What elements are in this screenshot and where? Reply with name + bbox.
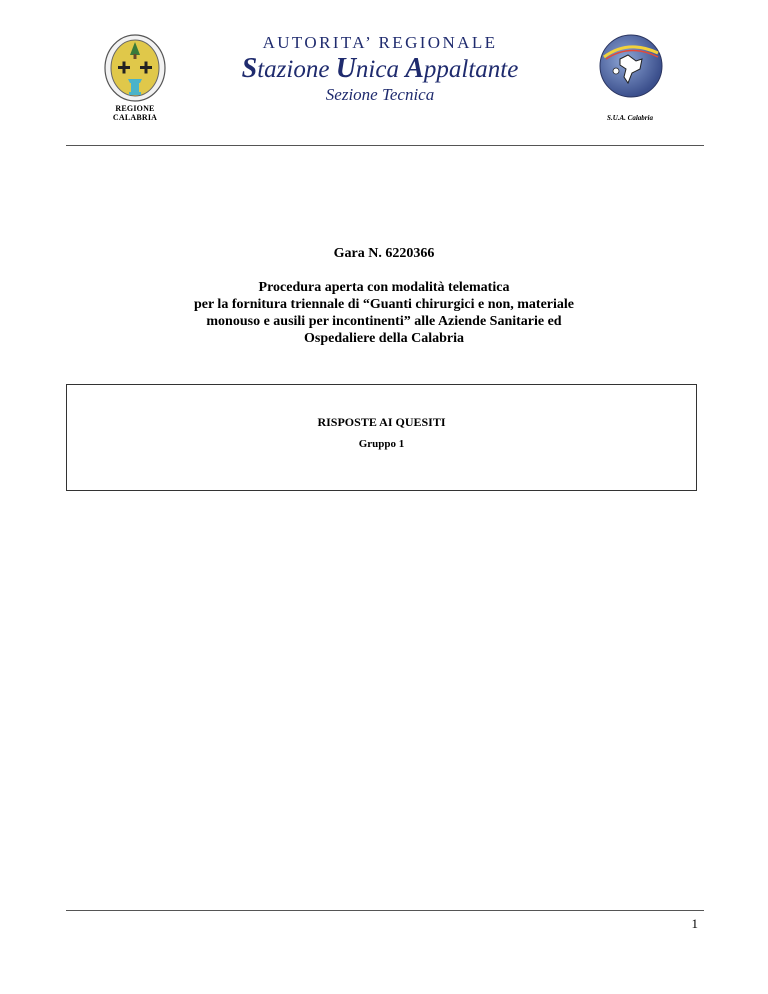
document-title-block — [100, 245, 668, 347]
answers-box-subtitle: Gruppo 1 — [358, 438, 405, 450]
section-title: Sezione Tecnica — [325, 85, 435, 104]
letterhead — [180, 32, 580, 105]
station-rest-3: ppaltante — [423, 56, 519, 83]
footer-divider — [66, 910, 704, 911]
station-title — [180, 54, 580, 85]
station-rest-1: tazione — [257, 56, 336, 83]
sua-calabria-logo — [598, 33, 664, 99]
station-rest-2: nica — [355, 56, 406, 83]
regione-calabria-coat-of-arms-icon — [104, 33, 166, 103]
procedure-line-4: Ospedaliere della Calabria — [304, 331, 464, 346]
header-divider — [66, 145, 704, 146]
procedure-line-3: monouso e ausili per incontinenti” alle Aziende Sanitarie ed — [206, 314, 562, 329]
region-label-line2: CALABRIA — [112, 113, 158, 122]
region-label-line1: REGIONE — [115, 104, 155, 113]
answers-box — [66, 384, 697, 491]
station-initial-u: U — [335, 53, 356, 84]
station-initial-s: S — [241, 53, 258, 84]
authority-title: AUTORITA’ REGIONALE — [262, 33, 498, 52]
sua-label: S.U.A. Calabria — [607, 114, 653, 122]
region-label — [100, 104, 170, 122]
regione-calabria-logo — [100, 33, 170, 103]
sua-calabria-logo-icon — [598, 33, 664, 99]
procedure-line-1: Procedura aperta con modalità telematica — [258, 280, 510, 295]
procedure-line-2: per la fornitura triennale di “Guanti chirurgici e non, materiale — [193, 297, 575, 312]
page-number: 1 — [691, 916, 698, 931]
answers-box-title: RISPOSTE AI QUESITI — [317, 415, 446, 429]
station-initial-a: A — [405, 53, 424, 84]
gara-number: Gara N. 6220366 — [333, 246, 435, 261]
